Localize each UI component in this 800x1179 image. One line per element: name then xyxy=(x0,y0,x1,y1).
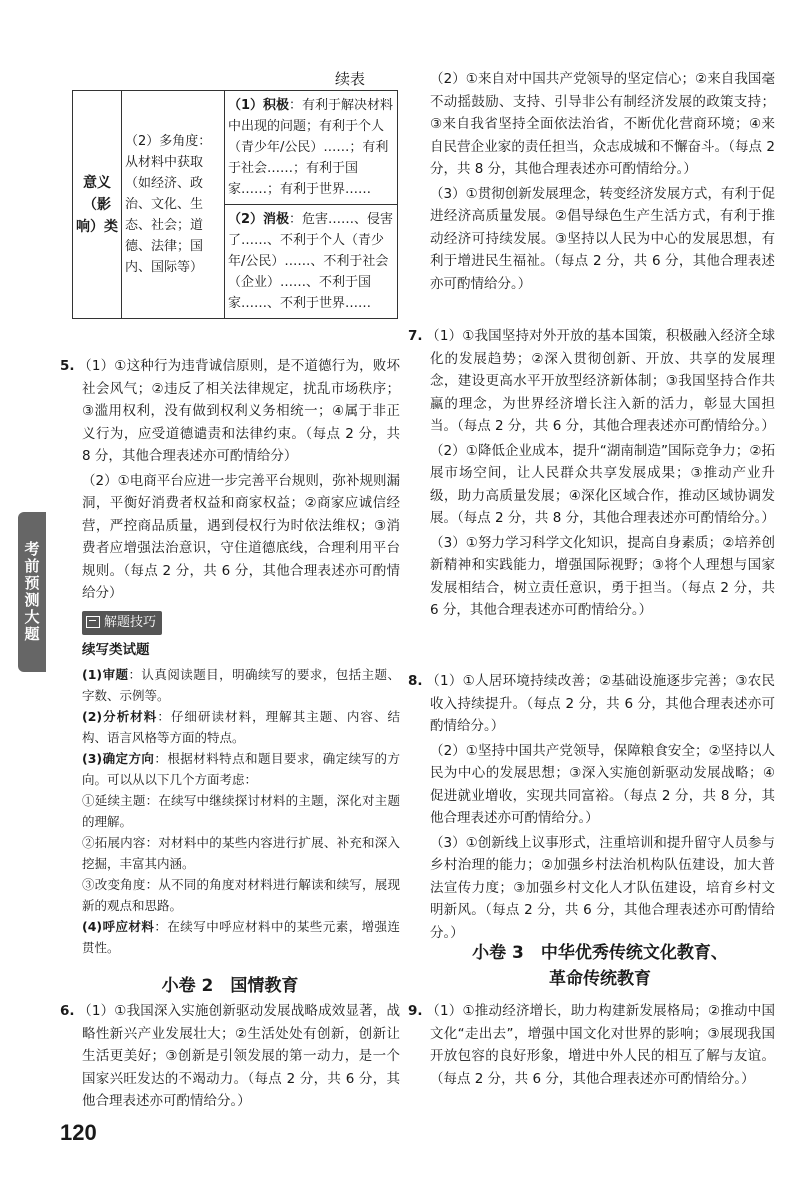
positive-text: ：有利于解决材料中出现的问题；有利于个人（青少年/公民）……；有利于社会……；有利于国家……；有利于世界…… xyxy=(228,98,394,197)
question-number: 8. xyxy=(408,673,423,689)
question-number: 7. xyxy=(408,328,423,344)
section-3-title xyxy=(420,940,780,992)
q9-part1: （1）①推动经济增长，助力构建新发展格局；②推动中国文化“走出去”，增强中国文化对世界的影响；③展现我国开放包容的良好形象，增进中外人民的相互了解与友谊。（每点 2 分，共 6 分，其他合理表述亦可酌情给分。） xyxy=(426,1003,775,1087)
tips-subheading: 续写类试题 xyxy=(82,642,150,658)
q5-part2: （2）①电商平台应进一步完善平台规则，弥补规则漏洞，平衡好消费者权益和商家权益；②商家应诚信经营，严控商品质量，遇到侵权行为时依法维权；③消费者应增强法治意识，守住道德底线，合理利用平台规则。（每点 2 分，共 6 分，其他合理表述亦可酌情给分） xyxy=(82,472,400,601)
side-tab: 考前预测大题 xyxy=(18,512,46,672)
page-number: 120 xyxy=(60,1120,97,1145)
positive-label: （1）积极 xyxy=(228,98,290,113)
angle-text: （2）多角度：从材料中获取（如经济、政治、文化、生态、社会；道德、法律；国内、国际等） xyxy=(125,134,212,275)
tips-item: (4)呼应材料：在续写中呼应材料中的某些元素，增强连贯性。 xyxy=(82,918,400,955)
q7-part2: （2）①降低企业成本，提升“湖南制造”国际竞争力；②拓展市场空间，让人民群众共享发展成果；③推动产业升级，助力高质量发展；④深化区域合作，推动区域协调发展。（每点 2 分，共 8 分，其他合理表述亦可酌情给分。） xyxy=(430,442,775,526)
continued-label: 续表 xyxy=(335,70,366,88)
tips-body xyxy=(82,664,400,958)
question-number: 6. xyxy=(60,1003,75,1019)
tips-item: ②拓展内容：对材料中的某些内容进行扩展、补充和深入挖掘，丰富其内涵。 xyxy=(82,834,400,871)
q6-part2: （2）①来自对中国共产党领导的坚定信心；②来自我国毫不动摇鼓励、支持、引导非公有制经济发展的政策支持；③来自我省坚持全面依法治省，不断优化营商环境；④来自民营企业家的责任担当，众志成城和不懈奋斗。（每点 2 分，共 8 分，其他合理表述亦可酌情给分。） xyxy=(430,71,775,177)
pen-icon xyxy=(86,616,100,628)
tips-item: ①延续主题：在续写中继续探讨材料的主题，深化对主题的理解。 xyxy=(82,792,400,829)
tips-item: (1)审题：认真阅读题目，明确续写的要求，包括主题、字数、示例等。 xyxy=(82,666,400,703)
table-angle xyxy=(122,91,225,319)
q6-part3: （3）①贯彻创新发展理念，转变经济发展方式，有利于促进经济高质量发展。②倡导绿色生产生活方式，有利于推动经济可持续发展。③坚持以人民为中心的发展思想，有利于增进民生福祉。（每点 2 分，共 6 分，其他合理表述亦可酌情给分。） xyxy=(430,185,775,292)
negative-text: ：危害……、侵害了……、不利于个人（青少年/公民）……、不利于社会（企业）……、不利于国家……、不利于世界…… xyxy=(228,212,394,311)
tips-item: ③改变角度：从不同的角度对材料进行解读和续写，展现新的观点和思路。 xyxy=(82,876,400,913)
section-3-title-line1: 小卷 3 中华优秀传统文化教育、 xyxy=(472,943,728,963)
question-8 xyxy=(408,670,775,946)
table-positive xyxy=(225,91,398,205)
q5-part1: （1）①这种行为违背诚信原则，是不道德行为，败坏社会风气；②违反了相关法律规定，扰乱市场秩序；③滥用权利，没有做到权利义务相统一；④属于非正义行为，应受道德谴责和法律约束。（每点 2 分，共 8 分，其他合理表述亦可酌情给分） xyxy=(78,358,400,464)
q8-part1: （1）①人居环境持续改善；②基础设施逐步完善；③农民收入持续提升。（每点 2 分，共 6 分，其他合理表述亦可酌情给分。） xyxy=(426,673,775,734)
q7-part1: （1）①我国坚持对外开放的基本国策，积极融入经济全球化的发展趋势；②深入贯彻创新、开放、共享的发展理念，建设更高水平开放型经济新体制；③我国坚持合作共赢的理念，为世界经济增长注入新的活力，彰显大国担当。（每点 2 分，共 6 分，其他合理表述亦可酌情给分。） xyxy=(426,328,775,434)
q7-part3: （3）①努力学习科学文化知识，提高自身素质；②培养创新精神和实践能力，增强国际视野；③将个人理想与国家发展相结合，树立责任意识，勇于担当。（每点 2 分，共 6 分，其他合理表述亦可酌情给分。） xyxy=(430,534,775,618)
question-9 xyxy=(408,1000,775,1092)
question-5 xyxy=(60,355,400,958)
q8-part2: （2）①坚持中国共产党领导，保障粮食安全；②坚持以人民为中心的发展思想；③深入实施创新驱动发展战略；④促进就业增收，实现共同富裕。（每点 2 分，共 8 分，其他合理表述亦可酌情给分。） xyxy=(430,742,775,826)
tips-heading-text: 解题技巧 xyxy=(104,614,157,630)
question-number: 9. xyxy=(408,1003,423,1019)
q8-part3: （3）①创新线上议事形式，注重培训和提升留守人员参与乡村治理的能力；②加强乡村法治机构队伍建设，加大普法宣传力度；③加强乡村文化人才队伍建设，培育乡村文明新风。（每点 2 分，共 6 分，其他合理表述亦可酌情给分。） xyxy=(430,834,775,941)
table-category: 意义（影响）类 xyxy=(73,91,122,319)
section-2-title: 小卷 2 国情教育 xyxy=(161,976,299,996)
question-6-continued xyxy=(430,68,775,297)
question-7 xyxy=(408,325,775,624)
tips-heading xyxy=(82,611,162,636)
negative-label: （2）消极 xyxy=(228,212,290,227)
question-6 xyxy=(60,1000,400,1115)
section-3-title-line2: 革命传统教育 xyxy=(549,969,651,989)
tips-item: (3)确定方向：根据材料特点和题目要求，确定续写的方向。可以从以下几个方面考虑： xyxy=(82,750,400,787)
tips-item: (2)分析材料：仔细研读材料，理解其主题、内容、结构、语言风格等方面的特点。 xyxy=(82,708,400,745)
meaning-table xyxy=(72,90,398,319)
table-negative xyxy=(225,205,398,319)
question-number: 5. xyxy=(60,358,75,374)
q6-part1: （1）①我国深入实施创新驱动发展战略成效显著，战略性新兴产业发展壮大；②生活处处有创新，创新让生活更美好；③创新是引领发展的第一动力，是一个国家兴旺发达的不竭动力。（每点 2 分，共 6 分，其他合理表述亦可酌情给分。） xyxy=(78,1003,400,1109)
